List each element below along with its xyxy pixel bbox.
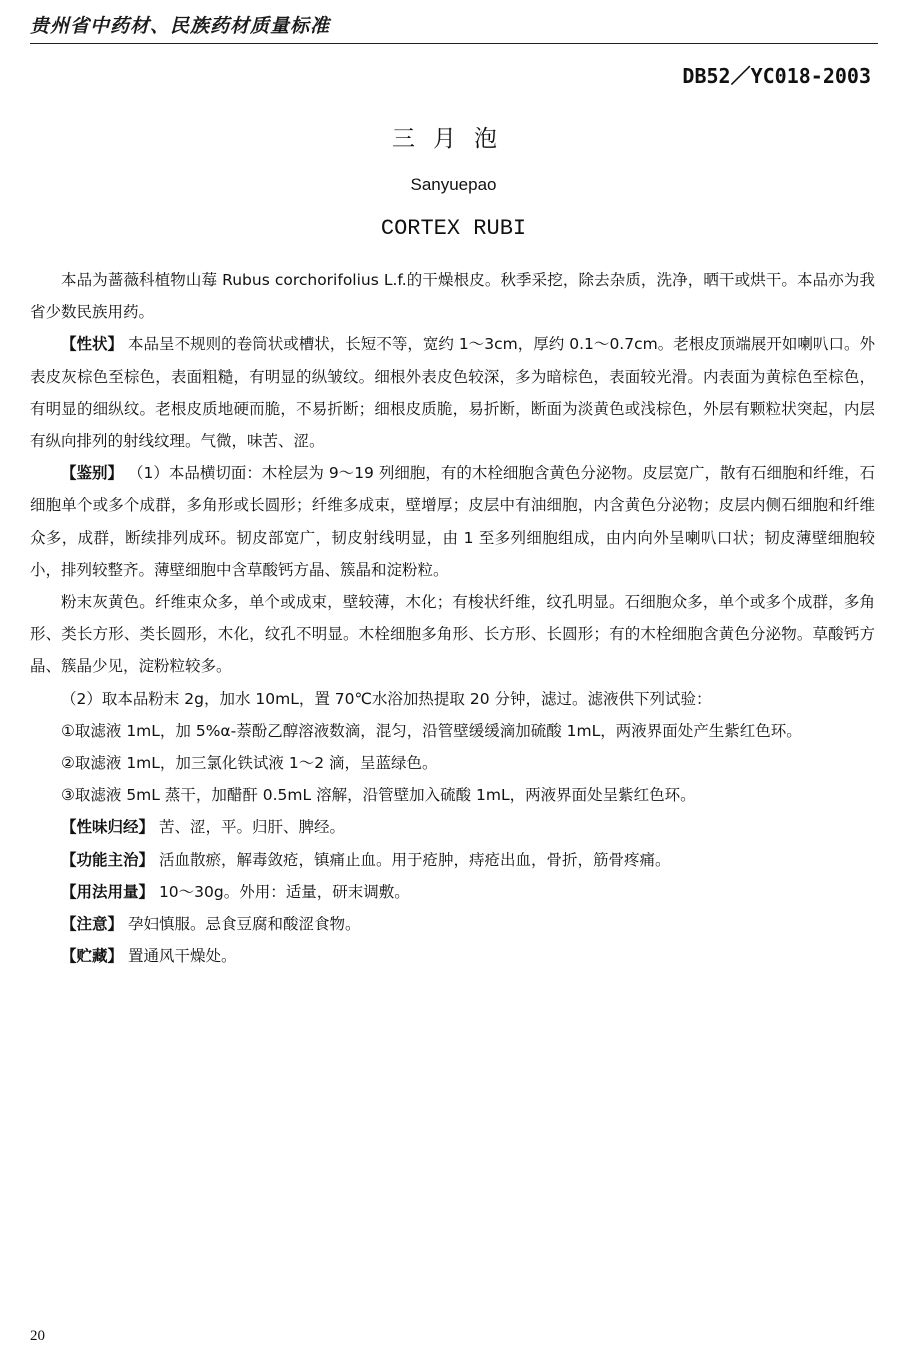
monograph-body xyxy=(30,264,875,972)
title-chinese: 三月泡 xyxy=(392,126,515,152)
powder-paragraph: 粉末灰黄色。纤维束众多，单个或成束，壁较薄，木化；有梭状纤维，纹孔明显。石细胞众多，单个或多个成群，多角形、类长方形、类长圆形，木化，纹孔不明显。木栓细胞多角形、长方形、长圆形；有的木栓细胞含黄色分泌物。草酸钙方晶、簇晶少见，淀粉粒较多。 xyxy=(30,593,875,676)
storage-label: 【贮藏】 xyxy=(61,947,124,966)
identification-paragraph xyxy=(30,457,875,586)
test-2-paragraph: ②取滤液 1mL，加三氯化铁试液 1～2 滴，呈蓝绿色。 xyxy=(61,754,438,773)
test-1-paragraph: ①取滤液 1mL，加 5%α-萘酚乙醇溶液数滴，混匀，沿管壁缓缓滴加硫酸 1mL，两液界面处产生紫红色环。 xyxy=(61,721,802,740)
title-latin: CORTEX RUBI xyxy=(380,216,527,241)
character-paragraph xyxy=(30,328,875,457)
page-header xyxy=(30,12,878,44)
caution-text: 孕妇慎服。忌食豆腐和酸涩食物。 xyxy=(123,915,361,934)
caution-paragraph xyxy=(30,908,875,940)
function-label: 【功能主治】 xyxy=(61,850,155,869)
character-label: 【性状】 xyxy=(61,335,124,354)
property-paragraph xyxy=(30,811,875,843)
function-text: 活血散瘀，解毒敛疮，镇痛止血。用于疮肿，痔疮出血，骨折，筋骨疼痛。 xyxy=(154,850,671,869)
property-label: 【性味归经】 xyxy=(61,818,155,837)
caution-label: 【注意】 xyxy=(61,915,124,934)
test-intro-paragraph: （2）取本品粉末 2g，加水 10mL，置 70℃水浴加热提取 20 分钟，滤过。滤液供下列试验： xyxy=(61,689,712,708)
standard-code: DB52／YC018-2003 xyxy=(682,64,871,88)
property-text: 苦、涩，平。归肝、脾经。 xyxy=(154,818,345,837)
character-text: 本品呈不规则的卷筒状或槽状，长短不等，宽约 1～3cm，厚约 0.1～0.7cm。老根皮顶端展开如喇叭口。外表皮灰棕色至棕色，表面粗糙，有明显的纵皱纹。细根外表皮色较深，多为暗棕色，表面较光滑。内表面为黄棕色至棕色，有明显的细纵纹。老根皮质地硬而脆，不易折断；细根皮质脆，易折断，断面为淡黄色或浅棕色，外层有颗粒状突起，内层有纵向排列的射线纹理。气微，味苦、涩。 xyxy=(30,335,875,451)
test-3-paragraph: ③取滤液 5mL 蒸干，加醋酐 0.5mL 溶解，沿管壁加入硫酸 1mL，两液界面处呈紫红色环。 xyxy=(61,786,696,805)
function-paragraph xyxy=(30,844,875,876)
usage-paragraph xyxy=(30,876,875,908)
title-pinyin: Sanyuepao xyxy=(410,175,497,194)
storage-paragraph xyxy=(30,940,875,972)
header-title: 贵州省中药材、民族药材质量标准 xyxy=(30,15,331,37)
identification-text: （1）本品横切面：木栓层为 9～19 列细胞，有的木栓细胞含黄色分泌物。皮层宽广，散有石细胞和纤维，石细胞单个或多个成群，多角形或长圆形；纤维多成束，壁增厚；皮层中有油细胞，内含黄色分泌物；皮层内侧石细胞和纤维众多，成群，断续排列成环。韧皮部宽广，韧皮射线明显，由 1 至多列细胞组成，由内向外呈喇叭口状；韧皮薄壁细胞较小，排列较整齐。薄壁细胞中含草酸钙方晶、簇晶和淀粉粒。 xyxy=(30,464,875,579)
identification-label: 【鉴别】 xyxy=(61,464,124,483)
usage-text: 10～30g。外用：适量，研末调敷。 xyxy=(154,882,410,901)
usage-label: 【用法用量】 xyxy=(61,882,155,901)
intro-paragraph: 本品为蔷薇科植物山莓 Rubus corchorifolius L.f.的干燥根皮。秋季采挖，除去杂质，洗净，晒干或烘干。本品亦为我省少数民族用药。 xyxy=(30,271,875,322)
storage-text: 置通风干燥处。 xyxy=(123,947,237,966)
page-number: 20 xyxy=(30,1328,45,1344)
